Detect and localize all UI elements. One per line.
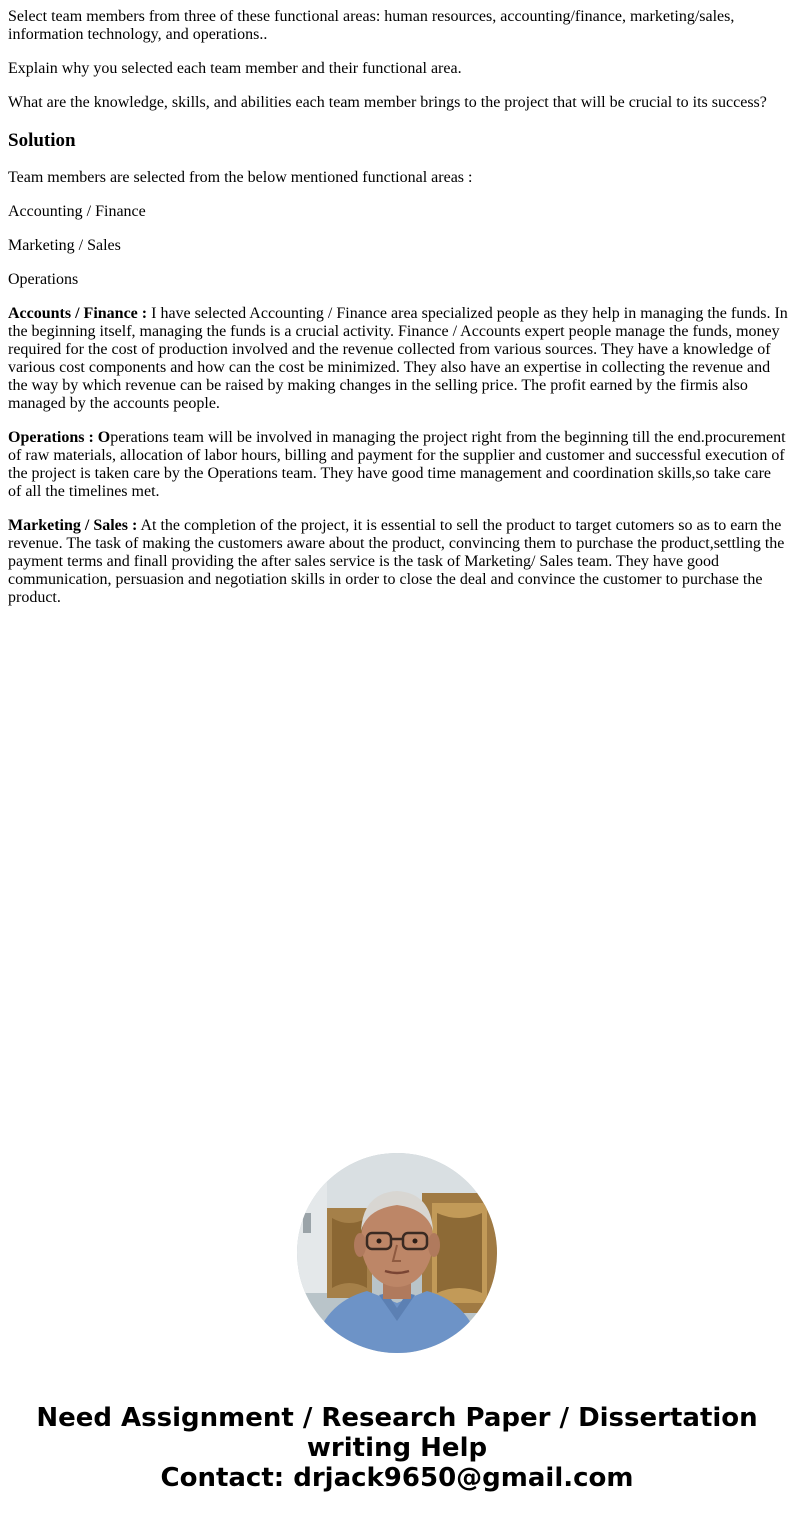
question-paragraph-3: What are the knowledge, skills, and abilities each team member brings to the project that will be crucial to its success? [8, 94, 767, 111]
area-item-marketing: Marketing / Sales [8, 237, 121, 254]
question-paragraph-2: Explain why you selected each team member and their functional area. [8, 60, 462, 77]
document-body [8, 8, 788, 623]
question-paragraph-1: Select team members from three of these functional areas: human resources, accounting/finance, marketing/sales, information technology, and operations.. [8, 8, 735, 43]
solution-heading: Solution [8, 130, 76, 151]
promo-banner [0, 1403, 794, 1493]
avatar-portrait [297, 1153, 497, 1353]
area-item-accounting: Accounting / Finance [8, 203, 146, 220]
operations-label: Operations : O [8, 429, 111, 446]
promo-line-2: writing Help [306, 1433, 488, 1463]
avatar [297, 1153, 497, 1353]
marketing-paragraph [8, 517, 788, 607]
accounts-label: Accounts / Finance : [8, 305, 148, 322]
marketing-label: Marketing / Sales : [8, 517, 138, 534]
operations-paragraph [8, 429, 788, 501]
area-item-operations: Operations [8, 271, 79, 288]
operations-text: perations team will be involved in managing the project right from the beginning till the end.procurement of raw materials, allocation of labor hours, billing and payment for the supplier and customer and successful execution of the project is taken care by the Operations team. They have good time management and coordination skills,so take care of all the timelines met. [8, 429, 786, 500]
accounts-paragraph [8, 305, 788, 413]
promo-line-1: Need Assignment / Research Paper / Dissertation [36, 1403, 758, 1433]
solution-intro: Team members are selected from the below mentioned functional areas : [8, 169, 473, 186]
accounts-text: I have selected Accounting / Finance area specialized people as they help in managing the funds. In the beginning itself, managing the funds is a crucial activity. Finance / Accounts expert people manage the funds, money required for the cost of production involved and the revenue collected from various sources. They have a knowledge of various cost components and how can the cost be minimized. They also have an expertise in collecting the revenue and the way by which revenue can be raised by making changes in the selling price. The profit earned by the firmis also managed by the accounts people. [8, 305, 788, 412]
marketing-text: At the completion of the project, it is essential to sell the product to target cutomers so as to earn the revenue. The task of making the customers aware about the product, convincing them to purchase the product,settling the payment terms and finall providing the after sales service is the task of Marketing/ Sales team. They have good communication, persuasion and negotiation skills in order to close the deal and convince the customer to purchase the product. [8, 517, 785, 606]
promo-contact: Contact: drjack9650@gmail.com [160, 1463, 634, 1493]
